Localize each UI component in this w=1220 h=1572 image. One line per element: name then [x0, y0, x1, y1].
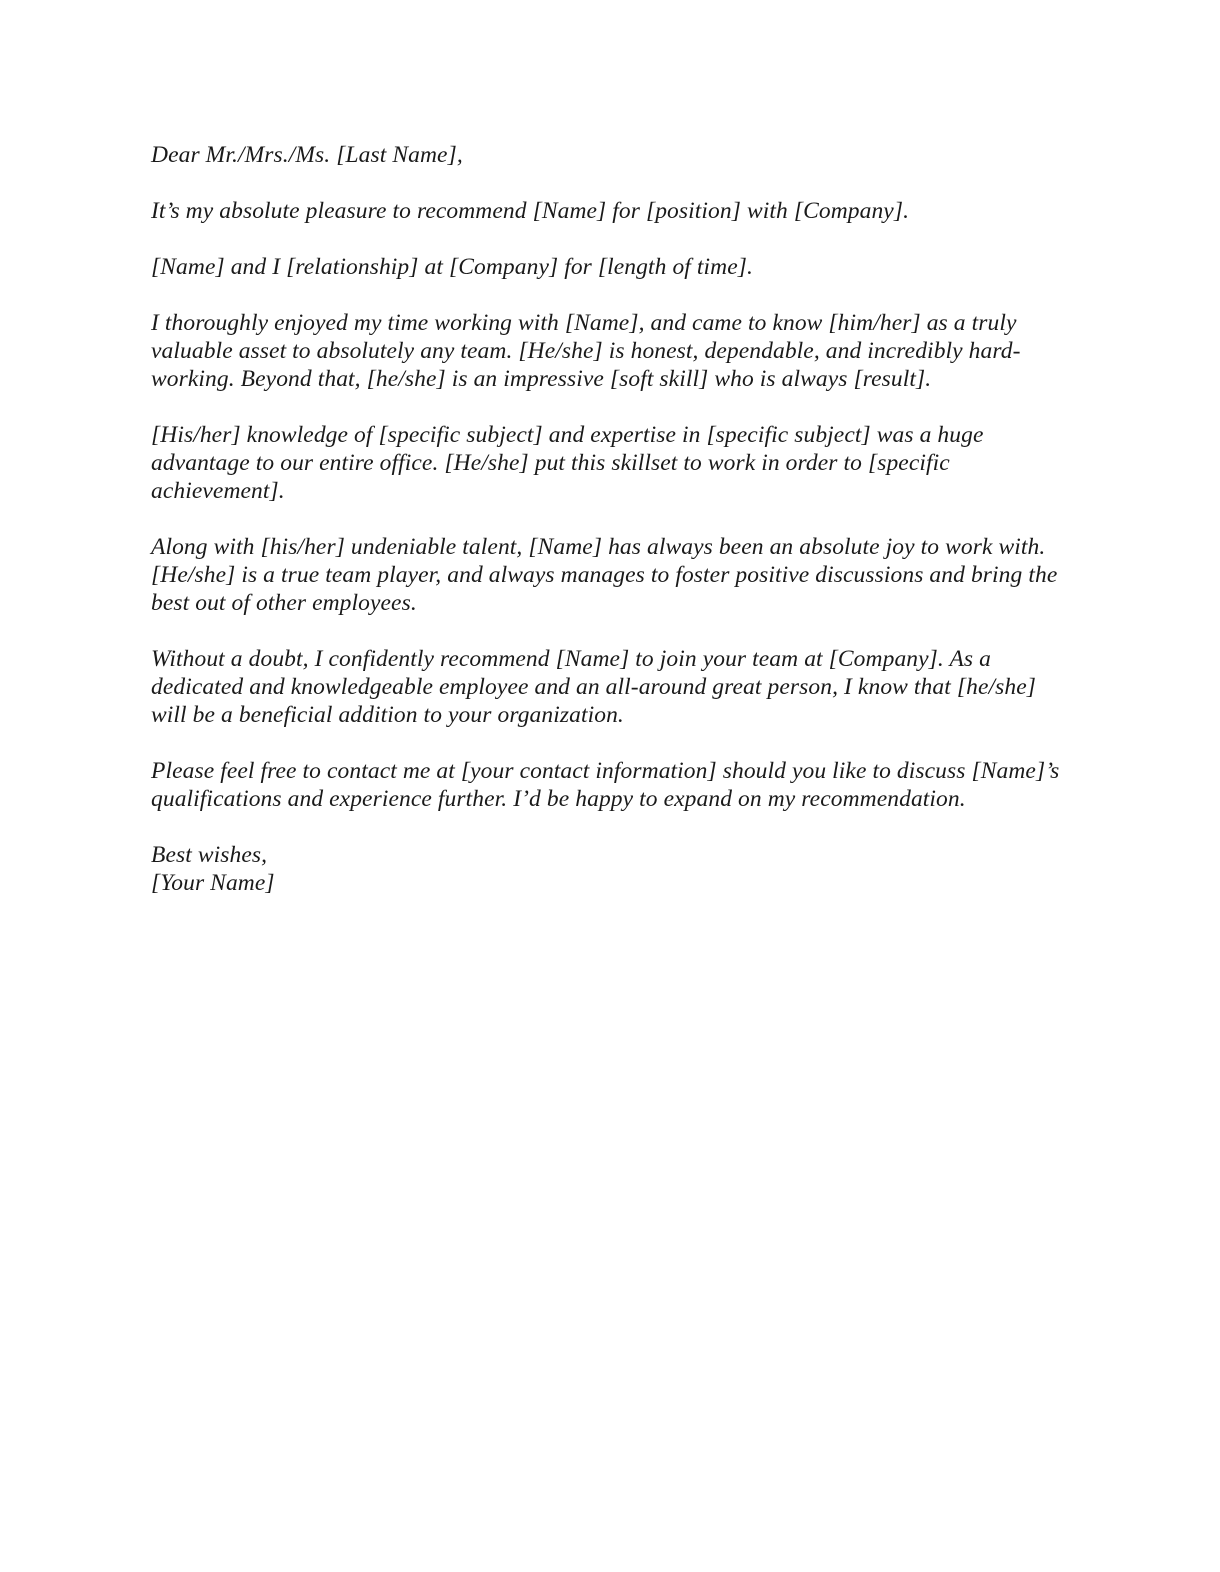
salutation: Dear Mr./Mrs./Ms. [Last Name], — [151, 142, 463, 168]
letter-paragraph: It’s my absolute pleasure to recommend [Name] for [position] with [Company]. — [151, 198, 910, 224]
letter-paragraph: Along with [his/her] undeniable talent, [Name] has always been an absolute joy to work with. [He/she] is a true team player, and always manages to foster positive discussions and bring the best out of other employees. — [151, 534, 1058, 616]
letter-paragraph: Without a doubt, I confidently recommend [Name] to join your team at [Company]. As a dedicated and knowledgeable employee and an all-around great person, I know that [he/she] will be a beneficial addition to your organization. — [151, 646, 1036, 728]
letter-paragraph: [His/her] knowledge of [specific subject] and expertise in [specific subject] was a huge advantage to our entire office. [He/she] put this skillset to work in order to [specific achievement]. — [151, 422, 984, 504]
recommendation-letter — [151, 141, 1069, 897]
valediction: Best wishes, — [151, 842, 268, 868]
letter-paragraph: [Name] and I [relationship] at [Company] for [length of time]. — [151, 254, 753, 280]
signature-placeholder: [Your Name] — [151, 870, 275, 896]
letter-paragraph: I thoroughly enjoyed my time working with [Name], and came to know [him/her] as a truly valuable asset to absolutely any team. [He/she] is honest, dependable, and incredibly hard-working. Beyond that, [he/she] is an impressive [soft skill] who is always [result]. — [151, 310, 1021, 392]
letter-paragraph: Please feel free to contact me at [your contact information] should you like to discuss [Name]’s qualifications and experience further. I’d be happy to expand on my recommendation. — [151, 758, 1060, 812]
